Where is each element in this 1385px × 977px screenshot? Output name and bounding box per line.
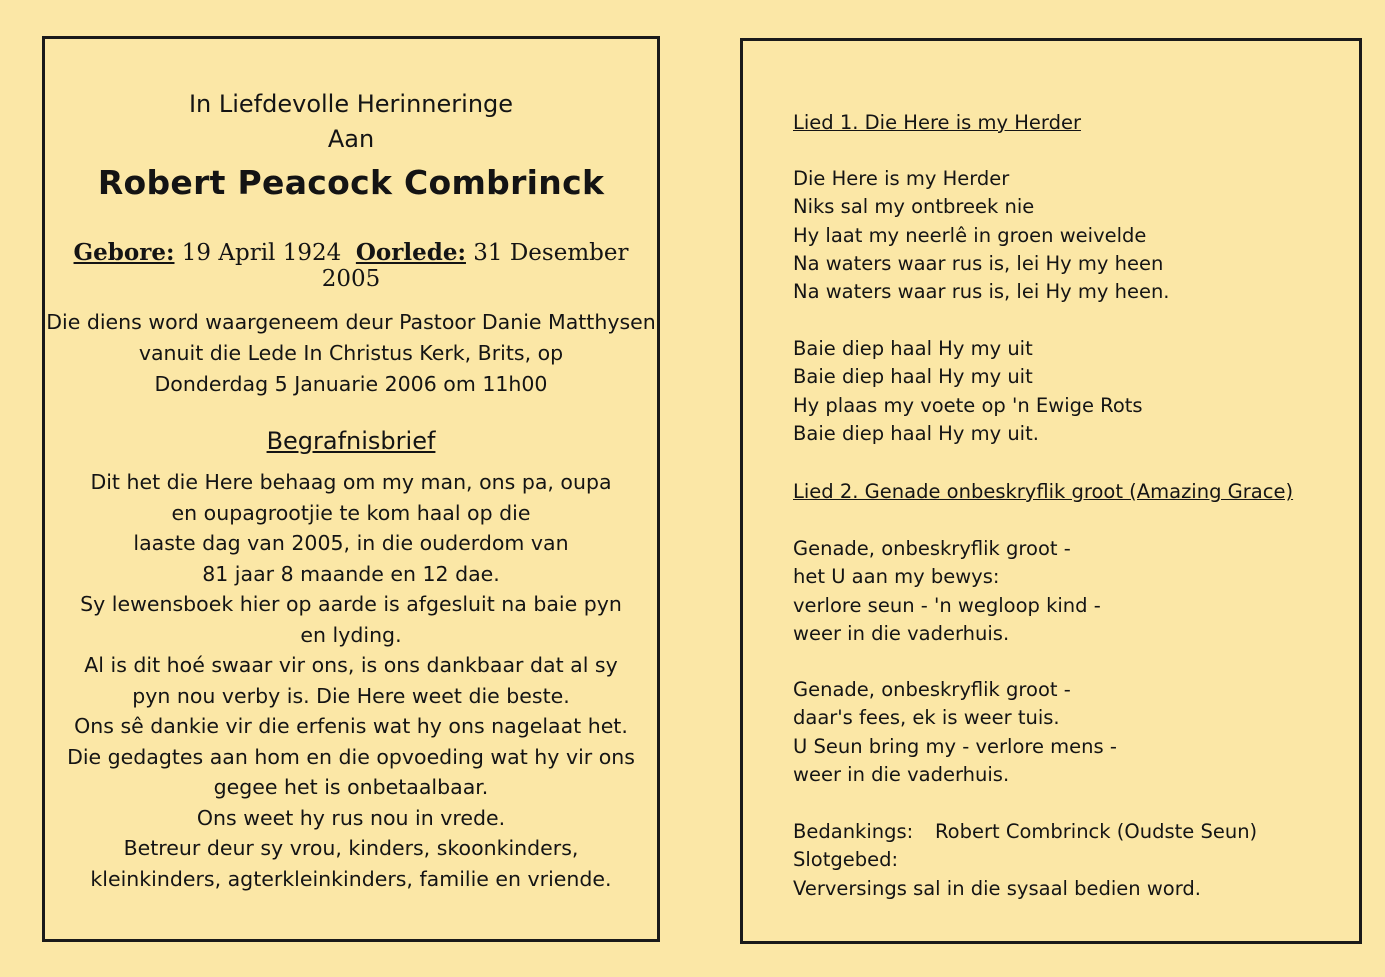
lyric-line: Baie diep haal Hy my uit (793, 337, 1033, 360)
letter-line: kleinkinders, agterkleinkinders, familie en vriende. (90, 866, 612, 891)
song2-verse2 (793, 676, 1117, 789)
intro-heading (45, 87, 657, 157)
lyric-line: Die Here is my Herder (793, 167, 1010, 190)
thanks-label: Bedankings: (793, 820, 914, 843)
song1-title: Lied 1. Die Here is my Herder (793, 111, 1081, 134)
thanks-row (793, 818, 1257, 846)
letter-line: gegee het is onbetaalbaar. (213, 775, 489, 799)
letter-line: Betreur deur sy vrou, kinders, skoonkinders, (123, 836, 579, 860)
lyric-line: het U aan my bewys: (793, 565, 1000, 589)
lyric-line: weer in die vaderhuis. (793, 762, 1010, 786)
life-dates (45, 239, 657, 292)
service-line: Die diens word waargeneem deur Pastoor Danie Matthysen (46, 310, 656, 334)
lyric-line: weer in die vaderhuis. (793, 621, 1010, 645)
lyric-line: Na waters waar rus is, lei Hy my heen (793, 251, 1164, 275)
letter-line: Al is dit hoé swaar vir ons, is ons dankbaar dat al sy (84, 653, 618, 677)
died-date: 31 Desember 2005 (321, 240, 629, 292)
letter-line: en oupagrootjie te kom haal op die (171, 500, 531, 525)
lyric-line: Hy laat my neerlê in groen weivelde (793, 223, 1147, 247)
lyric-line: verlore seun - 'n wegloop kind - (793, 593, 1101, 617)
born-date: 19 April 1924 (181, 240, 342, 266)
lyric-line: U Seun bring my - verlore mens - (793, 734, 1117, 758)
lyric-line: Baie diep haal Hy my uit. (793, 421, 1039, 445)
letter-line: Ons weet hy rus nou in vrede. (196, 805, 506, 830)
letter-line: Dit het die Here behaag om my man, ons pa, oupa (90, 470, 612, 494)
left-panel (42, 36, 660, 942)
lyric-line: daar's fees, ek is weer tuis. (793, 706, 1060, 730)
song2-title: Lied 2. Genade onbeskryflik groot (Amazing Grace) (793, 480, 1294, 503)
lyric-line: Baie diep haal Hy my uit (793, 365, 1033, 389)
lyric-line: Genade, onbeskryflik groot - (793, 678, 1071, 701)
right-panel (740, 38, 1362, 944)
letter-line: Die gedagtes aan hom en die opvoeding wat hy vir ons (67, 744, 635, 769)
lyric-line: Genade, onbeskryflik groot - (793, 537, 1071, 560)
refreshments-note: Verversings sal in die sysaal bedien word. (793, 876, 1201, 900)
lyric-line: Niks sal my ontbreek nie (793, 195, 1035, 219)
born-label: Gebore: (73, 239, 175, 266)
service-details (45, 307, 657, 400)
letter-line: Ons sê dankie vir die erfenis wat hy ons nagelaat het. (74, 714, 628, 738)
letter-line: Sy lewensboek hier op aarde is afgesluit na baie pyn (80, 592, 622, 616)
song1-verse1 (793, 165, 1170, 306)
lyric-line: Na waters waar rus is, lei Hy my heen. (793, 280, 1170, 304)
prayer-label: Slotgebed: (793, 848, 899, 872)
letter-title: Begrafnisbrief (266, 427, 436, 455)
intro-line: Aan (327, 125, 375, 153)
lyric-line: Hy plaas my voete op 'n Ewige Rots (793, 393, 1143, 417)
intro-line: In Liefdevolle Herinneringe (188, 90, 514, 118)
letter-line: en lyding. (300, 622, 402, 647)
letter-line: 81 jaar 8 maande en 12 dae. (202, 561, 500, 586)
funeral-letter (45, 467, 657, 894)
song1-verse2 (793, 335, 1143, 448)
letter-line: laaste dag van 2005, in die ouderdom van (133, 531, 569, 555)
died-label: Oorlede: (355, 239, 466, 266)
service-line: vanuit die Lede In Christus Kerk, Brits, op (138, 341, 564, 365)
thanks-value: Robert Combrinck (Oudste Seun) (935, 820, 1258, 843)
song2-verse1 (793, 535, 1101, 648)
service-line: Donderdag 5 Januarie 2006 om 11h00 (154, 372, 548, 396)
letter-line: pyn nou verby is. Die Here weet die beste. (132, 683, 570, 708)
closing-section (793, 818, 1257, 903)
deceased-name: Robert Peacock Combrinck (97, 163, 605, 202)
